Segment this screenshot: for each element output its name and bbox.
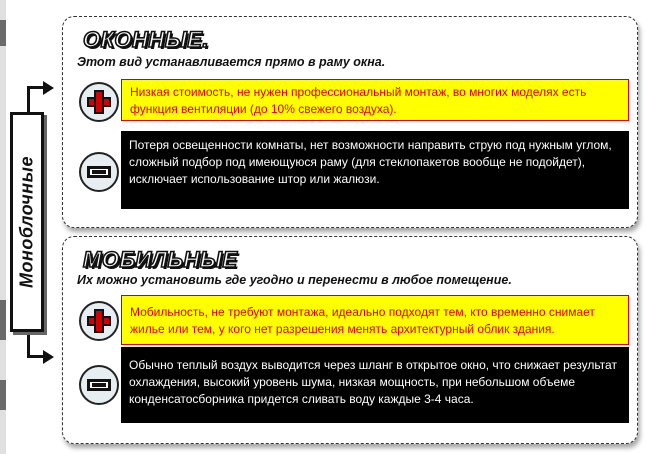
cons-text: Обычно теплый воздух выводится через шланг в открытое окно, что снижает результат охлаждения, высокий уровень шума, низкая мощность, при небольшом объеме конденсатосборника придется сливать воду каждые 3-4 часа. — [121, 347, 629, 423]
section-subtitle: Этот вид устанавливается прямо в раму окна. — [77, 55, 386, 69]
left-edge-strip — [0, 0, 6, 454]
arrow-right-icon — [43, 350, 54, 364]
section-heading: МОБИЛЬНЫЕ — [83, 247, 238, 272]
section-subtitle: Их можно установить где угодно и перенести в любое помещение. — [77, 273, 512, 287]
bracket-line-bottom — [27, 331, 30, 358]
minus-icon — [79, 152, 119, 192]
section-heading: ОКОННЫЕ. — [83, 27, 210, 52]
minus-icon — [79, 365, 119, 405]
pros-text: Низкая стоимость, не нужен профессиональный монтаж, во многих моделях есть функция вентиляции (до 10% свежего воздуха). — [121, 79, 629, 121]
category-label: Моноблочные — [16, 155, 37, 289]
pros-text: Мобильность, не требуют монтажа, идеально подходят тем, кто временно снимает жилье или тем, у кого нет разрешения менять архитектурный облик здания. — [121, 295, 629, 345]
category-label-box — [10, 112, 44, 332]
section-mobile — [62, 236, 638, 444]
arrow-right-icon — [43, 81, 54, 95]
plus-icon — [79, 301, 119, 341]
section-window — [62, 16, 638, 228]
bracket-line-top — [27, 86, 30, 113]
plus-icon — [79, 82, 119, 122]
cons-text: Потеря освещенности комнаты, нет возможности направить струю под нужным углом, сложный подбор под имеющуюся раму (для стеклопакетов вообще не подойдет), исключает использование штор или жалюзи. — [121, 131, 629, 209]
